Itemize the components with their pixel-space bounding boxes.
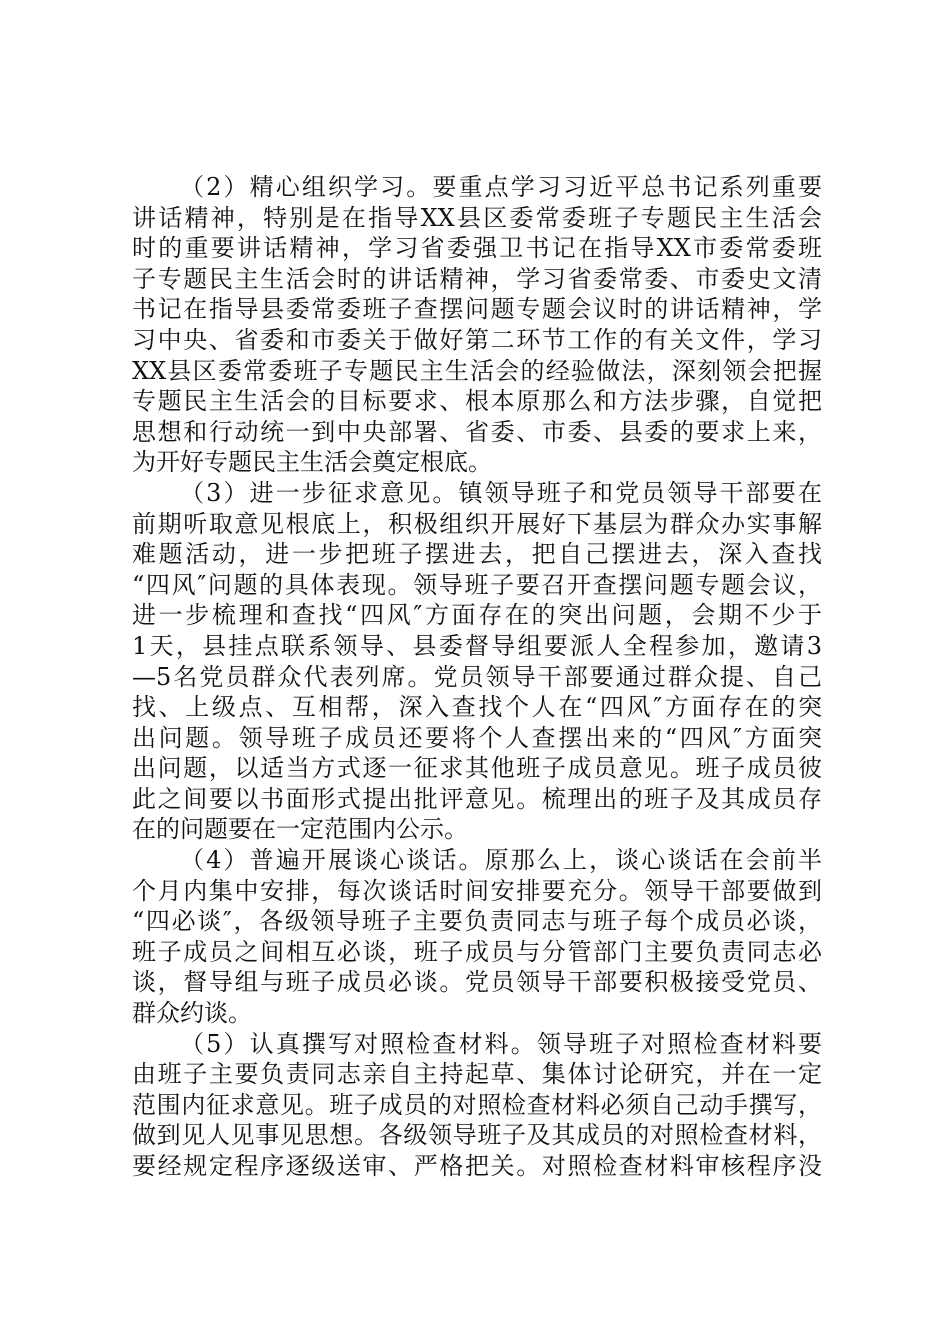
paragraph-4 bbox=[132, 845, 822, 1029]
text-line: 习中央、省委和市委关于做好第二环节工作的有关文件，学习 bbox=[132, 325, 822, 354]
text-line: 群众约谈。 bbox=[132, 999, 252, 1028]
text-line: 在的问题要在一定范围内公示。 bbox=[132, 815, 468, 844]
document-body bbox=[132, 172, 822, 1182]
text-line: 个月内集中安排，每次谈话时间安排要充分。领导干部要做到 bbox=[132, 876, 822, 905]
text-line: 此之间要以书面形式提出批评意见。梳理出的班子及其成员存 bbox=[132, 784, 822, 813]
text-line: “四必谈″，各级领导班子主要负责同志与班子每个成员必谈， bbox=[132, 907, 822, 936]
text-line: 谈，督导组与班子成员必谈。党员领导干部要积极接受党员、 bbox=[132, 968, 822, 997]
text-line: 找、上级点、互相帮，深入查找个人在“四风″方面存在的突 bbox=[132, 693, 822, 722]
text-line: 思想和行动统一到中央部署、省委、市委、县委的要求上来， bbox=[132, 417, 822, 446]
text-line: 为开好专题民主生活会奠定根底。 bbox=[132, 448, 492, 477]
text-line: 要经规定程序逐级送审、严格把关。对照检查材料审核程序没 bbox=[132, 1152, 822, 1180]
text-line: “四风″问题的具体表现。领导班子要召开查摆问题专题会议， bbox=[132, 570, 822, 599]
text-line: 进一步梳理和查找“四风″方面存在的突出问题，会期不少于 bbox=[132, 601, 822, 630]
text-line: 前期听取意见根底上，积极组织开展好下基层为群众办实事解 bbox=[132, 509, 822, 538]
text-line: （3）进一步征求意见。镇领导班子和党员领导干部要在 bbox=[180, 478, 822, 507]
text-line: （5）认真撰写对照检查材料。领导班子对照检查材料要 bbox=[180, 1029, 822, 1058]
text-line: XX县区委常委班子专题民主生活会的经验做法，深刻领会把握 bbox=[132, 356, 822, 385]
text-line: —5名党员群众代表列席。党员领导干部要通过群众提、自己 bbox=[132, 662, 822, 691]
text-line: （2）精心组织学习。要重点学习习近平总书记系列重要 bbox=[180, 173, 822, 201]
text-line: 出问题，以适当方式逐一征求其他班子成员意见。班子成员彼 bbox=[132, 754, 822, 783]
text-line: （4）普遍开展谈心谈话。原那么上，谈心谈话在会前半 bbox=[180, 846, 822, 875]
text-line: 做到见人见事见思想。各级领导班子及其成员的对照检查材料， bbox=[132, 1121, 822, 1150]
text-line: 专题民主生活会的目标要求、根本原那么和方法步骤，自觉把 bbox=[132, 387, 822, 416]
paragraph-5 bbox=[132, 1029, 822, 1182]
text-line: 书记在指导县委常委班子查摆问题专题会议时的讲话精神，学 bbox=[132, 295, 822, 324]
text-line: 由班子主要负责同志亲自主持起草、集体讨论研究，并在一定 bbox=[132, 1060, 822, 1089]
text-line: 出问题。领导班子成员还要将个人查摆出来的“四风″方面突 bbox=[132, 723, 822, 752]
text-line: 1天，县挂点联系领导、县委督导组要派人全程参加，邀请3 bbox=[132, 631, 822, 660]
text-line: 难题活动，进一步把班子摆进去，把自己摆进去，深入查找 bbox=[132, 540, 822, 569]
text-line: 时的重要讲话精神，学习省委强卫书记在指导XX市委常委班 bbox=[132, 234, 822, 263]
text-line: 范围内征求意见。班子成员的对照检查材料必须自己动手撰写， bbox=[132, 1090, 822, 1119]
paragraph-3 bbox=[132, 478, 822, 845]
paragraph-2 bbox=[132, 172, 822, 478]
text-line: 班子成员之间相互必谈，班子成员与分管部门主要负责同志必 bbox=[132, 937, 822, 966]
text-line: 子专题民主生活会时的讲话精神，学习省委常委、市委史文清 bbox=[132, 264, 822, 293]
text-line: 讲话精神，特别是在指导XX县区委常委班子专题民主生活会 bbox=[132, 203, 822, 232]
